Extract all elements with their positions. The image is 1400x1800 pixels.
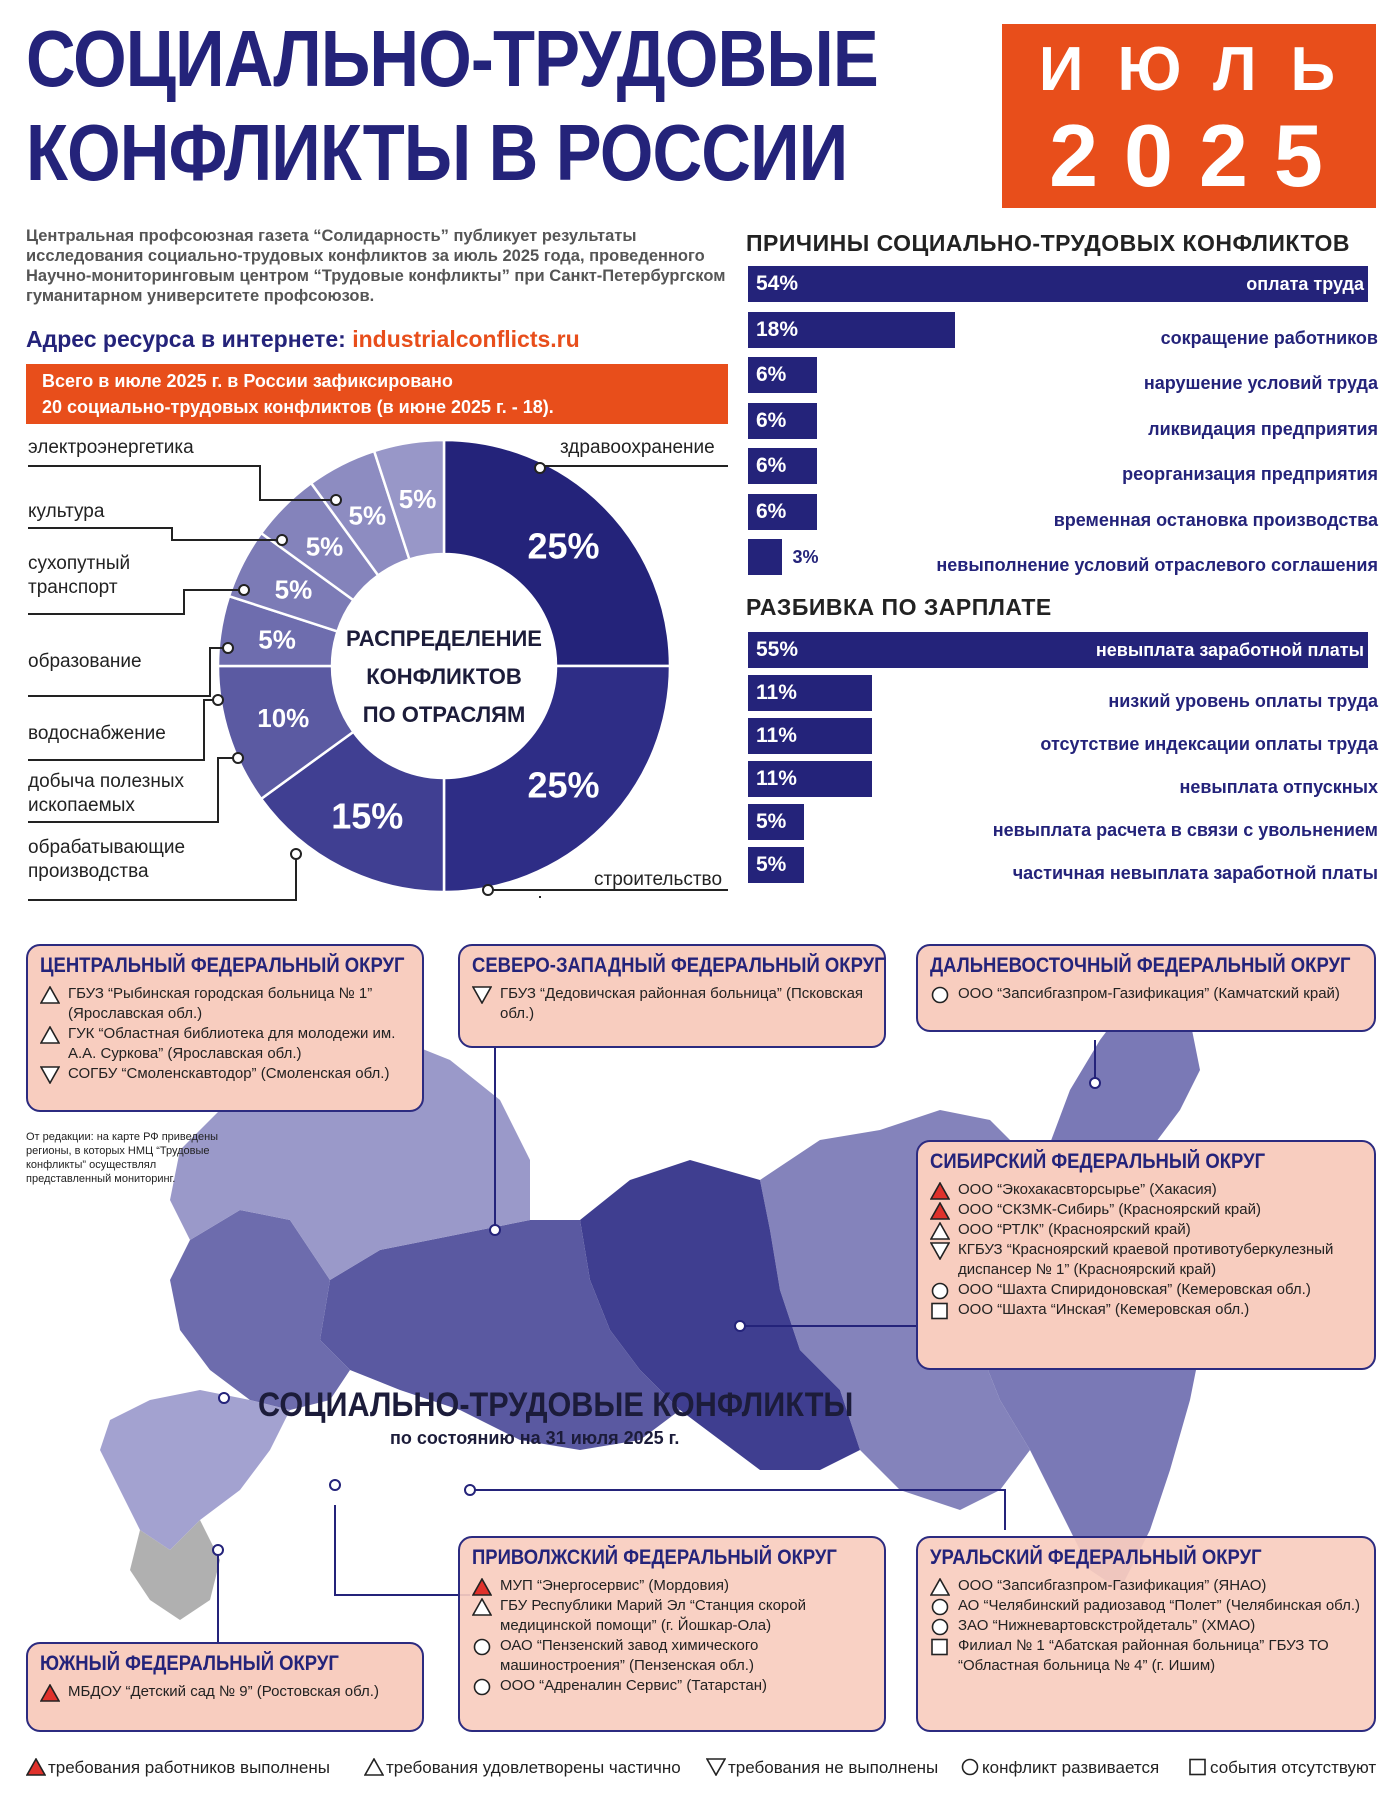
address-label: Адрес ресурса в интернете: — [26, 326, 346, 352]
pie-value-label: 15% — [331, 795, 404, 837]
total-line-1: Всего в июле 2025 г. в России зафиксировано — [42, 371, 453, 391]
pie-leader-dot — [483, 885, 493, 895]
district-volga — [458, 1536, 886, 1732]
district-item — [472, 1596, 872, 1636]
bar-value-label: 55% — [756, 638, 799, 661]
pie-label-education: образование — [28, 651, 142, 672]
triangle-outline-icon — [930, 1222, 952, 1240]
circle-icon — [930, 986, 952, 1004]
bar-category-label: невыплата заработной платы — [1095, 640, 1364, 660]
bar-value-label: 11% — [756, 767, 797, 790]
bar-category-label: временная остановка производства — [1053, 509, 1378, 530]
circle-icon — [472, 1678, 494, 1696]
district-south — [26, 1642, 424, 1732]
legend-not-fulfilled — [706, 1758, 938, 1778]
district-item-text: ООО “СКЗМК-Сибирь” (Красноярский край) — [958, 1201, 1261, 1218]
district-south-list — [40, 1682, 410, 1702]
intro-text: Центральная профсоюзная газета “Солидарность” публикует результаты исследования социально-трудовых конфликтов за июль 2025 года, проведенного Научно-мониторинговым центром “Трудовые конфликты” при Санкт-Петербургском гуманитарном университете профсоюзов. — [26, 227, 726, 305]
pie-leader-dot — [291, 849, 301, 859]
bar-category-label: оплата труда — [1246, 274, 1364, 294]
district-central-title: ЦЕНТРАЛЬНЫЙ ФЕДЕРАЛЬНЫЙ ОКРУГ — [40, 954, 405, 977]
pie-leader-line — [28, 528, 282, 540]
bar-category-label: невыплата расчета в связи с увольнением — [992, 820, 1378, 840]
district-item-text: ГУК “Областная библиотека для молодежи им. А.А. Суркова” (Ярославская обл.) — [68, 1025, 396, 1062]
district-ural-title: УРАЛЬСКИЙ ФЕДЕРАЛЬНЫЙ ОКРУГ — [930, 1546, 1262, 1569]
triangle-filled-icon — [930, 1202, 952, 1220]
district-item — [930, 1300, 1362, 1320]
title-line-1: СОЦИАЛЬНО-ТРУДОВЫЕ — [26, 14, 878, 103]
pie-leader-line — [540, 466, 728, 468]
triangle-filled-icon — [40, 1684, 62, 1702]
district-fareast — [916, 944, 1376, 1032]
district-item-text: ГБУЗ “Рыбинская городская больница № 1” (Ярославская обл.) — [68, 985, 373, 1022]
pie-value-label: 25% — [527, 764, 600, 806]
district-item — [930, 1576, 1362, 1596]
district-item-text: ООО “Экохакасвторсырье” (Хакасия) — [958, 1181, 1217, 1198]
triangle-filled-icon — [472, 1578, 494, 1596]
pie-value-label: 5% — [305, 531, 344, 562]
bar-value-label: 6% — [756, 363, 787, 386]
marker-fareast — [1090, 1078, 1100, 1088]
circle-icon — [930, 1598, 952, 1616]
district-volga-title: ПРИВОЛЖСКИЙ ФЕДЕРАЛЬНЫЙ ОКРУГ — [472, 1546, 837, 1569]
pie-value-label: 5% — [398, 484, 437, 515]
triangle-down-icon — [930, 1242, 952, 1260]
district-ural — [916, 1536, 1376, 1732]
circle-icon — [960, 1758, 980, 1776]
title-line-2: КОНФЛИКТЫ В РОССИИ — [26, 108, 848, 197]
bar-value-label: 6% — [756, 499, 787, 523]
triangle-filled-icon — [26, 1758, 46, 1776]
period-badge — [1002, 24, 1376, 208]
pie-leader-dot — [331, 495, 341, 505]
district-item — [472, 984, 872, 1024]
district-item — [930, 1200, 1362, 1220]
district-item-text: Филиал № 1 “Абатская районная больница” ГБУЗ ТО “Областная больница № 4” (г. Ишим) — [958, 1637, 1329, 1674]
pie-leader-dot — [239, 585, 249, 595]
bar-value-label: 54% — [756, 272, 799, 295]
district-siberia — [916, 1140, 1376, 1370]
district-item-text: ОАО “Пензенский завод химического машиностроения” (Пензенская обл.) — [500, 1637, 759, 1674]
district-item — [40, 984, 410, 1024]
bar-category-label: сокращение работников — [1160, 327, 1378, 348]
pie-value-label: 5% — [274, 574, 313, 605]
pie-label-culture: культура — [28, 501, 105, 522]
pie-value-label: 5% — [258, 624, 296, 655]
district-ural-list — [930, 1576, 1362, 1676]
pie-center-line-1: РАСПРЕДЕЛЕНИЕ — [346, 626, 542, 651]
district-item-text: ГБУ Республики Марий Эл “Станция скорой медицинской помощи” (г. Йошкар-Ола) — [500, 1597, 806, 1634]
page-title — [26, 12, 878, 200]
pie-label-mining-1: добыча полезных — [28, 771, 184, 792]
map-subtitle: по состоянию на 31 июля 2025 г. — [390, 1428, 680, 1448]
triangle-outline-icon — [472, 1598, 494, 1616]
legend-not-fulfilled-label: требования не выполнены — [728, 1758, 939, 1777]
triangle-outline-icon — [40, 986, 62, 1004]
pie-label-mining — [28, 770, 184, 818]
district-fareast-list — [930, 984, 1362, 1004]
pie-label-transport-2: транспорт — [28, 577, 118, 598]
circle-icon — [930, 1618, 952, 1636]
marker-south — [213, 1545, 223, 1555]
district-item — [930, 1240, 1362, 1280]
bar-value-label: 3% — [792, 547, 819, 567]
triangle-outline-icon — [40, 1026, 62, 1044]
legend-fulfilled-label: требования работников выполнены — [48, 1758, 330, 1777]
bar-value-label: 11% — [756, 724, 797, 747]
pie-value-label: 5% — [348, 500, 387, 531]
square-icon — [1188, 1758, 1208, 1776]
pie-label-transport — [28, 552, 130, 600]
legend-none-label: события отсутствуют — [1210, 1758, 1377, 1777]
period-year: 2025 — [1049, 106, 1349, 205]
district-item-text: ООО “Адреналин Сервис” (Татарстан) — [500, 1677, 768, 1694]
district-central — [26, 944, 424, 1112]
district-fareast-title: ДАЛЬНЕВОСТОЧНЫЙ ФЕДЕРАЛЬНЫЙ ОКРУГ — [930, 954, 1351, 977]
district-item-text: ГБУЗ “Дедовичская районная больница” (Псковская обл.) — [500, 985, 864, 1022]
district-item — [930, 1220, 1362, 1240]
bar-value-label: 11% — [756, 681, 797, 704]
editor-note: От редакции: на карте РФ приведены регионы, в которых НМЦ “Трудовые конфликты” осуществлял представленный мониторинг. — [26, 1131, 219, 1185]
pie-center-line-3: ПО ОТРАСЛЯМ — [362, 702, 526, 727]
district-item-text: ООО “Запсибгазпром-Газификация” (ЯНАО) — [958, 1577, 1267, 1594]
bar-category-label: отсутствие индексации оплаты труда — [1040, 734, 1378, 754]
bar-category-label: невыплата отпускных — [1179, 777, 1378, 797]
bar-category-label: реорганизация предприятия — [1122, 464, 1378, 484]
district-item — [930, 1616, 1362, 1636]
pie-label-mining-2: ископаемых — [28, 795, 135, 816]
address-link[interactable]: industrialconflicts.ru — [352, 326, 580, 352]
bar-category-label: низкий уровень оплаты труда — [1108, 691, 1378, 711]
district-item-text: ООО “РТЛК” (Красноярский край) — [958, 1221, 1191, 1238]
bar-category-label: невыполнение условий отраслевого соглашения — [936, 555, 1378, 575]
pie-label-manufacturing-2: производства — [28, 861, 149, 882]
district-item-text: ООО “Запсибгазпром-Газификация” (Камчатский край) — [958, 985, 1340, 1002]
square-icon — [930, 1638, 952, 1656]
causes-title: ПРИЧИНЫ СОЦИАЛЬНО-ТРУДОВЫХ КОНФЛИКТОВ — [746, 230, 1351, 256]
district-northwest — [458, 944, 886, 1048]
district-item — [472, 1676, 872, 1696]
district-item — [40, 1024, 410, 1064]
district-siberia-list — [930, 1180, 1362, 1320]
pie-leader-dot — [223, 643, 233, 653]
legend-partial-label: требования удовлетворены частично — [386, 1758, 681, 1777]
triangle-outline-icon — [364, 1758, 384, 1776]
legend-fulfilled — [26, 1758, 330, 1778]
pie-label-manufacturing-1: обрабатывающие — [28, 837, 186, 858]
bar-category-label: частичная невыплата заработной платы — [1012, 863, 1378, 883]
marker-siberia — [735, 1321, 745, 1331]
pie-label-health: здравоохранение — [560, 437, 715, 458]
pie-label-construction: строительство — [594, 869, 723, 890]
legend-developing-label: конфликт развивается — [982, 1758, 1160, 1777]
wages-title: РАЗБИВКА ПО ЗАРПЛАТЕ — [746, 594, 1052, 620]
pie-value-label: 25% — [527, 525, 600, 567]
bar-value-label: 5% — [756, 853, 787, 876]
pie-leader-dot — [535, 463, 545, 473]
pie-center-line-2: КОНФЛИКТОВ — [366, 664, 522, 689]
pie-leader-line — [28, 466, 336, 500]
square-icon — [930, 1302, 952, 1320]
bar-value-label: 6% — [756, 408, 787, 432]
legend-partial — [364, 1758, 681, 1778]
legend-developing — [960, 1758, 1159, 1778]
district-volga-list — [472, 1576, 872, 1696]
circle-icon — [472, 1638, 494, 1656]
district-northwest-list — [472, 984, 872, 1024]
district-siberia-title: СИБИРСКИЙ ФЕДЕРАЛЬНЫЙ ОКРУГ — [930, 1150, 1266, 1173]
triangle-down-icon — [706, 1758, 726, 1776]
total-line-2: 20 социально-трудовых конфликтов (в июне 2025 г. - 18). — [42, 397, 554, 417]
marker-ural — [465, 1485, 475, 1495]
pie-label-energy: электроэнергетика — [28, 437, 194, 458]
district-item-text: КГБУЗ “Красноярский краевой противотуберкулезный диспансер № 1” (Красноярский край) — [958, 1241, 1334, 1278]
map-title: СОЦИАЛЬНО-ТРУДОВЫЕ КОНФЛИКТЫ — [258, 1386, 854, 1424]
triangle-outline-icon — [930, 1578, 952, 1596]
district-item — [472, 1636, 872, 1676]
triangle-filled-icon — [930, 1182, 952, 1200]
district-item-text: ЗАО “Нижневартовскстройдеталь” (ХМАО) — [958, 1617, 1256, 1634]
district-item-text: СОГБУ “Смоленскавтодор” (Смоленская обл.) — [68, 1065, 390, 1082]
pie-label-transport-1: сухопутный — [28, 553, 131, 574]
leader-volga — [335, 1505, 470, 1595]
marker-volga — [330, 1480, 340, 1490]
district-central-list — [40, 984, 410, 1084]
marker-northwest — [490, 1225, 500, 1235]
district-item — [930, 1636, 1362, 1676]
district-item-text: ООО “Шахта Спиридоновская” (Кемеровская обл.) — [958, 1281, 1311, 1298]
total-summary — [26, 364, 728, 424]
district-item — [930, 1280, 1362, 1300]
bar — [748, 539, 782, 575]
district-item — [930, 984, 1362, 1004]
pie-leader-dot — [233, 753, 243, 763]
district-item-text: АО “Челябинский радиозавод “Полет” (Челябинская обл.) — [958, 1597, 1360, 1614]
pie-label-water: водоснабжение — [28, 723, 166, 744]
bar-value-label: 18% — [756, 317, 799, 341]
bar-category-label: ликвидация предприятия — [1148, 418, 1378, 439]
district-item — [930, 1180, 1362, 1200]
triangle-down-icon — [40, 1066, 62, 1084]
pie-label-manufacturing — [28, 836, 185, 884]
pie-leader-dot — [213, 695, 223, 705]
district-item — [930, 1596, 1362, 1616]
district-south-title: ЮЖНЫЙ ФЕДЕРАЛЬНЫЙ ОКРУГ — [40, 1652, 339, 1675]
district-item-text: МУП “Энергосервис” (Мордовия) — [500, 1577, 729, 1594]
marker-central — [219, 1393, 229, 1403]
district-item — [472, 1576, 872, 1596]
legend-none — [1188, 1758, 1376, 1778]
address-line — [26, 326, 580, 353]
bar-category-label: нарушение условий труда — [1143, 373, 1378, 393]
pie-value-label: 10% — [257, 703, 310, 734]
district-item — [40, 1064, 410, 1084]
bar-value-label: 5% — [756, 810, 787, 833]
district-item-text: МБДОУ “Детский сад № 9” (Ростовская обл.) — [68, 1683, 379, 1700]
district-northwest-title: СЕВЕРО-ЗАПАДНЫЙ ФЕДЕРАЛЬНЫЙ ОКРУГ — [472, 954, 885, 977]
period-month: ИЮЛЬ — [1038, 35, 1370, 104]
district-item-text: ООО “Шахта “Инская” (Кемеровская обл.) — [958, 1301, 1250, 1318]
pie-leader-dot — [277, 535, 287, 545]
circle-icon — [930, 1282, 952, 1300]
district-item — [40, 1682, 410, 1702]
triangle-down-icon — [472, 986, 494, 1004]
bar-value-label: 6% — [756, 454, 787, 477]
